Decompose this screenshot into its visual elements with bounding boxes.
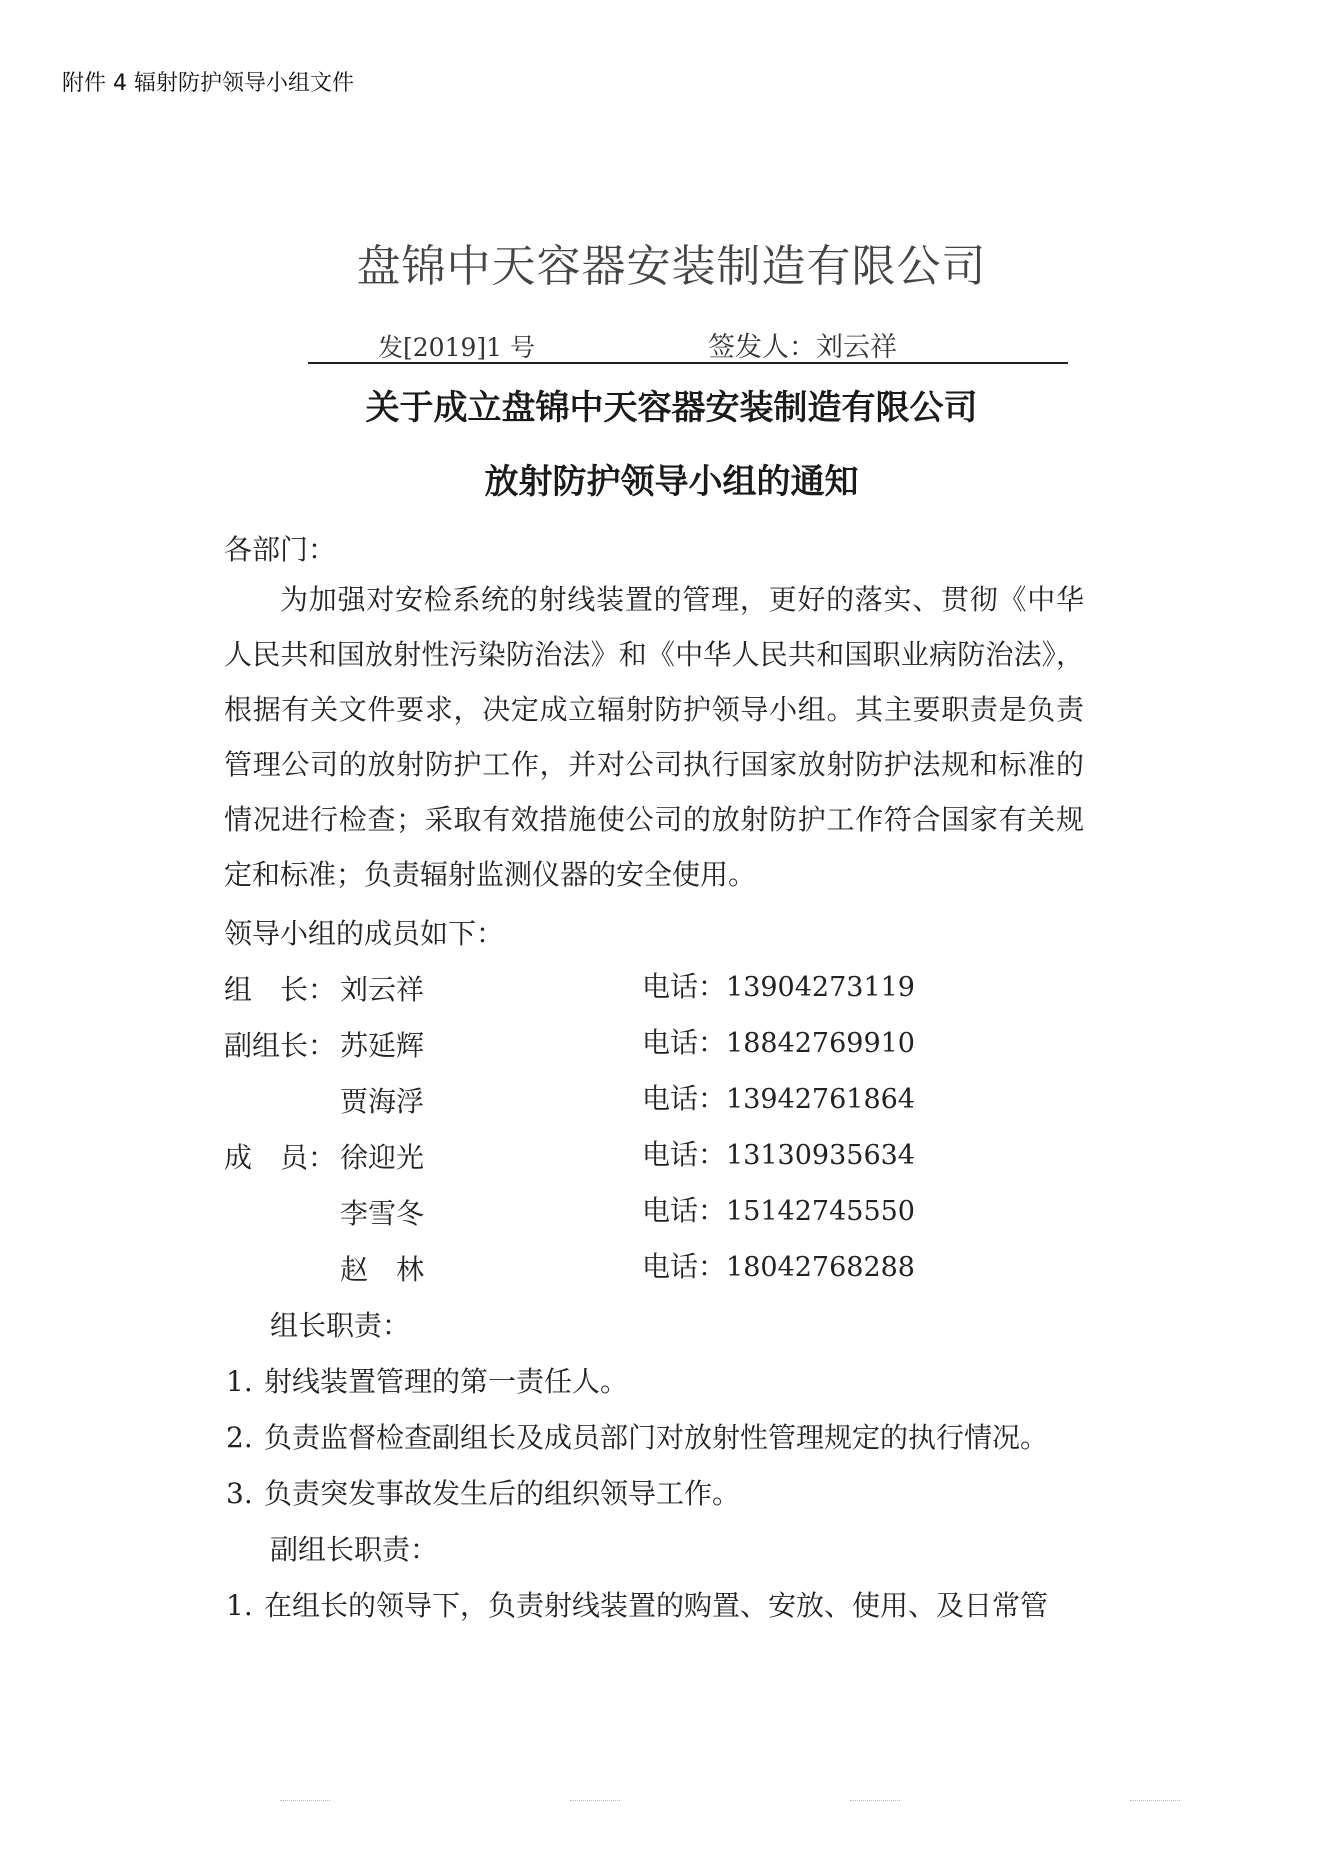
phone-number: 13130935634 bbox=[726, 1140, 915, 1171]
greeting: 各部门： bbox=[224, 533, 337, 566]
phone-label: 电话： bbox=[642, 1026, 727, 1059]
scan-artifact bbox=[570, 1800, 620, 1801]
phone-number: 18842769910 bbox=[726, 1028, 915, 1059]
scan-artifact bbox=[280, 1800, 330, 1801]
leader-duties-heading: 组长职责： bbox=[270, 1309, 411, 1342]
member-name: 徐迎光 bbox=[340, 1141, 425, 1174]
notice-title-line-2: 放射防护领导小组的通知 bbox=[484, 462, 859, 502]
member-phone bbox=[642, 1077, 915, 1117]
phone-label: 电话： bbox=[642, 1082, 727, 1115]
notice-title-line-1: 关于成立盘锦中天容器安装制造有限公司 bbox=[365, 388, 978, 428]
scan-artifact bbox=[850, 1800, 900, 1801]
phone-label: 电话： bbox=[642, 1250, 727, 1283]
phone-number: 18042768288 bbox=[726, 1252, 915, 1283]
duty-item: 2. 负责监督检查副组长及成员部门对放射性管理规定的执行情况。 bbox=[226, 1421, 1049, 1454]
member-name: 刘云祥 bbox=[340, 973, 425, 1006]
duty-item: 1. 在组长的领导下，负责射线装置的购置、安放、使用、及日常管 bbox=[226, 1589, 1049, 1622]
document-number: 发[2019]1 号 bbox=[378, 333, 535, 362]
member-name: 贾海浮 bbox=[340, 1085, 425, 1118]
phone-number: 13942761864 bbox=[726, 1084, 915, 1115]
duty-item: 1. 射线装置管理的第一责任人。 bbox=[226, 1365, 629, 1398]
member-phone bbox=[642, 965, 915, 1005]
phone-label: 电话： bbox=[642, 970, 727, 1003]
phone-number: 15142745550 bbox=[726, 1196, 915, 1227]
company-letterhead: 盘锦中天容器安装制造有限公司 bbox=[356, 241, 987, 292]
member-name: 苏延辉 bbox=[340, 1029, 425, 1062]
member-phone bbox=[642, 1189, 915, 1229]
scan-artifact bbox=[1130, 1800, 1180, 1801]
duty-item: 3. 负责突发事故发生后的组织领导工作。 bbox=[226, 1477, 741, 1510]
header-divider bbox=[308, 362, 1068, 364]
member-role: 副组长： bbox=[224, 1029, 337, 1062]
signer: 签发人：刘云祥 bbox=[708, 332, 897, 363]
member-phone bbox=[642, 1245, 915, 1285]
body-paragraph: 为加强对安检系统的射线装置的管理，更好的落实、贯彻《中华人民共和国放射性污染防治法》和《中华人民共和国职业病防治法》，根据有关文件要求，决定成立辐射防护领导小组。其主要职责是负责管理公司的放射防护工作，并对公司执行国家放射防护法规和标准的情况进行检查；采取有效措施使公司的放射防护工作符合国家有关规定和标准；负责辐射监测仪器的安全使用。 bbox=[224, 583, 1084, 891]
phone-label: 电话： bbox=[642, 1138, 727, 1171]
phone-number: 13904273119 bbox=[726, 972, 915, 1003]
members-intro: 领导小组的成员如下： bbox=[224, 917, 505, 950]
deputy-duties-heading: 副组长职责： bbox=[270, 1533, 439, 1566]
member-phone bbox=[642, 1133, 915, 1173]
member-name: 赵 林 bbox=[340, 1253, 425, 1286]
phone-label: 电话： bbox=[642, 1194, 727, 1227]
member-phone bbox=[642, 1021, 915, 1061]
member-name: 李雪冬 bbox=[340, 1197, 425, 1230]
member-role: 成 员： bbox=[224, 1141, 337, 1174]
member-role: 组 长： bbox=[224, 973, 337, 1006]
attachment-header: 附件 4 辐射防护领导小组文件 bbox=[62, 71, 354, 96]
